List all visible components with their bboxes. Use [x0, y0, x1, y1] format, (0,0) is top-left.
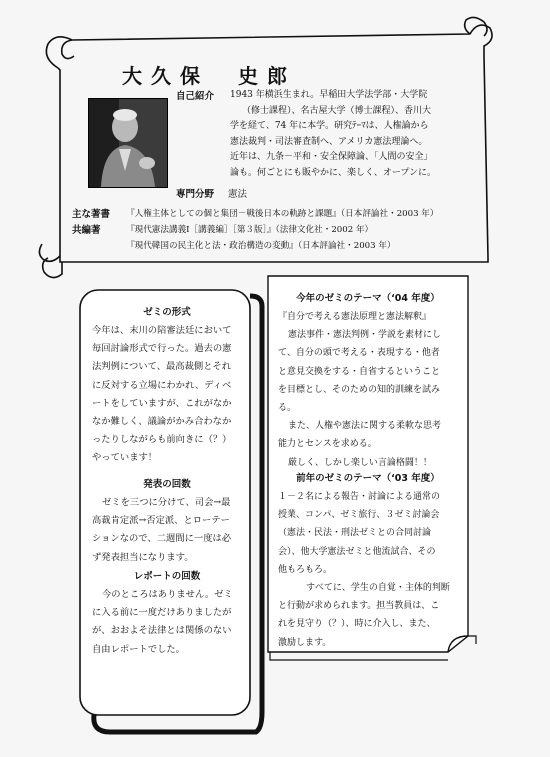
- text-line: ったりしながらも前向きに（？）: [92, 434, 232, 446]
- professor-name: 大久保 史郎: [122, 64, 296, 88]
- text-line: が、おおよそ法律とは関係のない: [92, 625, 232, 637]
- presentations-heading: 発表の回数: [143, 479, 191, 490]
- main-work-title: 『人権主体としての個と集団－戦後日本の軌跡と課題』（日本評論社・2003 年）: [126, 209, 439, 219]
- text-line: 高裁肯定派→否定派、とローテー: [92, 515, 230, 527]
- bio-line: （修士課程）、名古屋大学（博士課程）、香川大: [242, 105, 432, 116]
- text-line: に反対する立場にわかれ、ディベ: [92, 379, 232, 391]
- text-line: て、自分の頭で考える・表現する・他者: [278, 348, 440, 359]
- specialty-label: 専門分野: [176, 189, 215, 200]
- text-line: を目標とし、そのための知的訓練を試み: [278, 384, 441, 395]
- text-line: 『自分で考える憲法原理と憲法解釈』: [278, 312, 432, 322]
- last-theme-body: [278, 488, 464, 652]
- seminar-format-body: [92, 322, 246, 468]
- coauthored-label: 共編著: [72, 225, 101, 236]
- reports-body: [92, 586, 246, 659]
- text-line: 厳しく、しかし楽しい言論格闘！！: [288, 457, 432, 468]
- text-line: 激励します。: [278, 637, 332, 648]
- presentations-body: [92, 494, 246, 567]
- text-line: すべてに、学生の自覚・主体的判断: [306, 583, 450, 594]
- theme-body: [278, 308, 464, 472]
- text-line: やっています！: [92, 452, 158, 464]
- bio-line: 近年は、九条－平和・安全保障論、「人間の安全」: [230, 152, 433, 163]
- theme-heading: 今年のゼミのテーマ（‘04 年度）: [296, 293, 440, 304]
- text-line: 授業、コンパ、ゼミ旅行、３ゼミ討論会: [278, 510, 440, 521]
- text-line: と意見交換をする・自省するということ: [278, 366, 441, 377]
- coauthored-item: 『現代憲法講義Ⅰ［講義編］［第３版］』（法律文化社・2002 年）: [126, 225, 374, 235]
- seminar-format-heading: ゼミの形式: [143, 307, 191, 318]
- text-line: ず発表担当になります。: [92, 551, 194, 563]
- bio-line: 論も。何ごとにも販やかに、楽しく、オープンに。: [230, 167, 437, 178]
- text-line: 憲法事件・憲法判例・学説を素材にし: [288, 330, 442, 341]
- text-line: れを見守り（？）、時に介入し、また、: [278, 619, 436, 630]
- self-intro-label: 自己紹介: [176, 91, 215, 102]
- text-line: 他もろもろ。: [278, 564, 333, 575]
- bio-line: 1943 年横浜生まれ。早稲田大学法学部・大学院: [230, 90, 428, 100]
- bio-text: [230, 88, 466, 182]
- text-line: と行動が求められます。担当教員は、こ: [278, 601, 440, 612]
- text-line: ートをしていますが、これがなか: [92, 397, 232, 409]
- bio-line: 学を経て、74 年に本学。研究ﾃｰﾏは、人権論から: [230, 121, 429, 132]
- specialty-value: 憲法: [228, 189, 248, 200]
- text-line: 今年は、末川の陪審法廷において: [92, 325, 232, 336]
- text-line: 毎回討論形式で行った。過去の憲: [92, 343, 232, 355]
- bio-line: 憲法裁判・司法審査制へ、アメリカ憲法理論へ。: [230, 136, 428, 147]
- text-line: 法判例について、最高裁側とそれ: [92, 361, 232, 373]
- text-line: なか難しく、議論がかみ合わなか: [92, 416, 232, 428]
- text-line: 自由レポートでした。: [92, 643, 185, 655]
- text-line: 会）、他大学憲法ゼミと他流試合、その: [278, 546, 436, 557]
- text-line: に入る前に一度だけありましたが: [92, 607, 232, 619]
- text-line: る。: [278, 403, 297, 414]
- main-works-label: 主な著書: [72, 209, 111, 220]
- text-line: ゼミを三つに分けて、司会→最: [102, 497, 231, 508]
- text-line: ションなので、二週間に一度は必: [92, 533, 232, 545]
- text-line: 能力とセンスを求める。: [278, 439, 377, 450]
- reports-heading: レポートの回数: [133, 571, 201, 582]
- text-line: また、人権や憲法に関する柔軟な思考: [288, 421, 442, 432]
- coauthored-item: 『現代韓国の民主化と法・政治構造の変動』（日本評論社・2003 年）: [126, 241, 396, 251]
- portrait-image: [89, 99, 167, 187]
- portrait-photo: [88, 98, 168, 188]
- text-line: （憲法・民法・刑法ゼミとの合同討論: [278, 528, 432, 539]
- text-line: 今のところはありません。ゼミ: [102, 589, 233, 600]
- text-line: １－２名による報告・討論による通常の: [278, 492, 441, 502]
- last-theme-heading: 前年のゼミのテーマ（‘03 年度）: [296, 473, 440, 484]
